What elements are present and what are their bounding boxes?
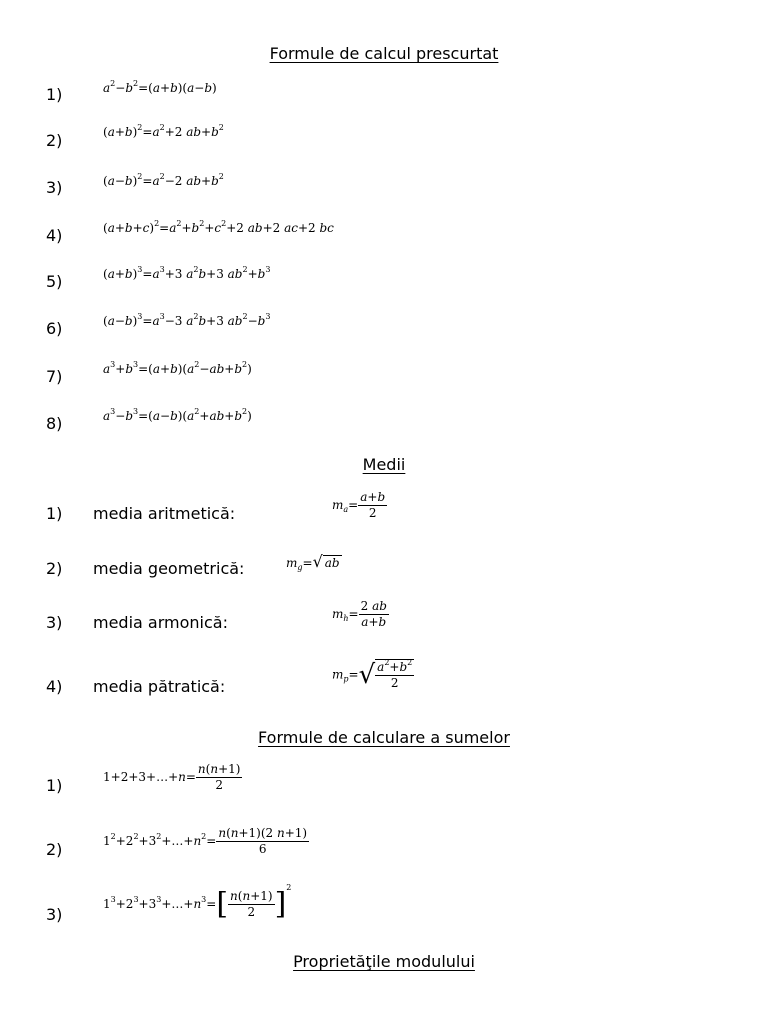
item-number: 3) [46, 905, 63, 924]
formula-sum-of-naturals: 1+2+3+…+n= $\frac{n(n+1)}{2}$ [103, 762, 241, 792]
formula-cube-of-sum: $(a+b)^3=a^3+3$ $a^2b+3$ $ab^2+b^3$ [103, 265, 271, 281]
formula-sum-of-squares: $1^2+2^2+3^2+\dots+n^2=$ $\frac{n(n+1)(2 n+1)}{6}$ [103, 826, 308, 856]
formula-arithmetic-mean: $m_a=$ $\frac{a+b}{2}$ [332, 490, 386, 520]
section-heading-modulus-properties: Proprietăţile modulului [293, 952, 475, 971]
formula-harmonic-mean: $m_h=$ $\frac{2 ab}{a+b}$ [332, 599, 387, 629]
section-heading-shortcut-formulas: Formule de calcul prescurtat [269, 44, 499, 63]
item-number: 1) [46, 504, 63, 523]
item-number: 2) [46, 840, 63, 859]
item-number: 3) [46, 613, 63, 632]
mean-label-quadratic: media pătratică: [93, 677, 226, 696]
formula-sum-of-cubes-series: $1^3+2^3+3^3+\dots+n^3=$[ $\frac{n(n+1)}{2}$ ]$^2$ [103, 883, 292, 922]
formula-sum-of-cubes: $a^3+b^3=(a+b)(a^2-ab+b^2)$ [103, 360, 252, 376]
item-number: 1) [46, 85, 63, 104]
formula-square-of-difference: $(a-b)^2=a^2-2$ $ab+b^2$ [103, 172, 224, 188]
section-heading-means: Medii [362, 455, 406, 474]
item-number: 8) [46, 414, 63, 433]
formula-square-of-sum: $(a+b)^2=a^2+2$ $ab+b^2$ [103, 123, 224, 139]
item-number: 2) [46, 131, 63, 150]
item-number: 4) [46, 226, 63, 245]
item-number: 6) [46, 319, 63, 338]
item-number: 3) [46, 178, 63, 197]
formula-quadratic-mean: $m_p=√$ $\frac{a^2+b^2}{2}$ [332, 658, 413, 690]
mean-label-harmonic: media armonică: [93, 613, 228, 632]
formula-difference-of-squares: $a^2-b^2=(a+b)(a-b)$ [103, 79, 217, 95]
item-number: 2) [46, 559, 63, 578]
item-number: 5) [46, 272, 63, 291]
formula-cube-of-difference: $(a-b)^3=a^3-3$ $a^2b+3$ $ab^2-b^3$ [103, 312, 271, 328]
formula-difference-of-cubes: $a^3-b^3=(a-b)(a^2+ab+b^2)$ [103, 407, 252, 423]
formula-geometric-mean: $m_g=√$ ab [286, 552, 340, 572]
item-number: 4) [46, 677, 63, 696]
mean-label-arithmetic: media aritmetică: [93, 504, 236, 523]
section-heading-sum-formulas: Formule de calculare a sumelor [258, 728, 510, 747]
formula-square-of-trinomial: $(a+b+c)^2=a^2+b^2+c^2+2$ ab+2 ac+2 bc [103, 219, 334, 235]
item-number: 1) [46, 776, 63, 795]
item-number: 7) [46, 367, 63, 386]
mean-label-geometric: media geometrică: [93, 559, 245, 578]
